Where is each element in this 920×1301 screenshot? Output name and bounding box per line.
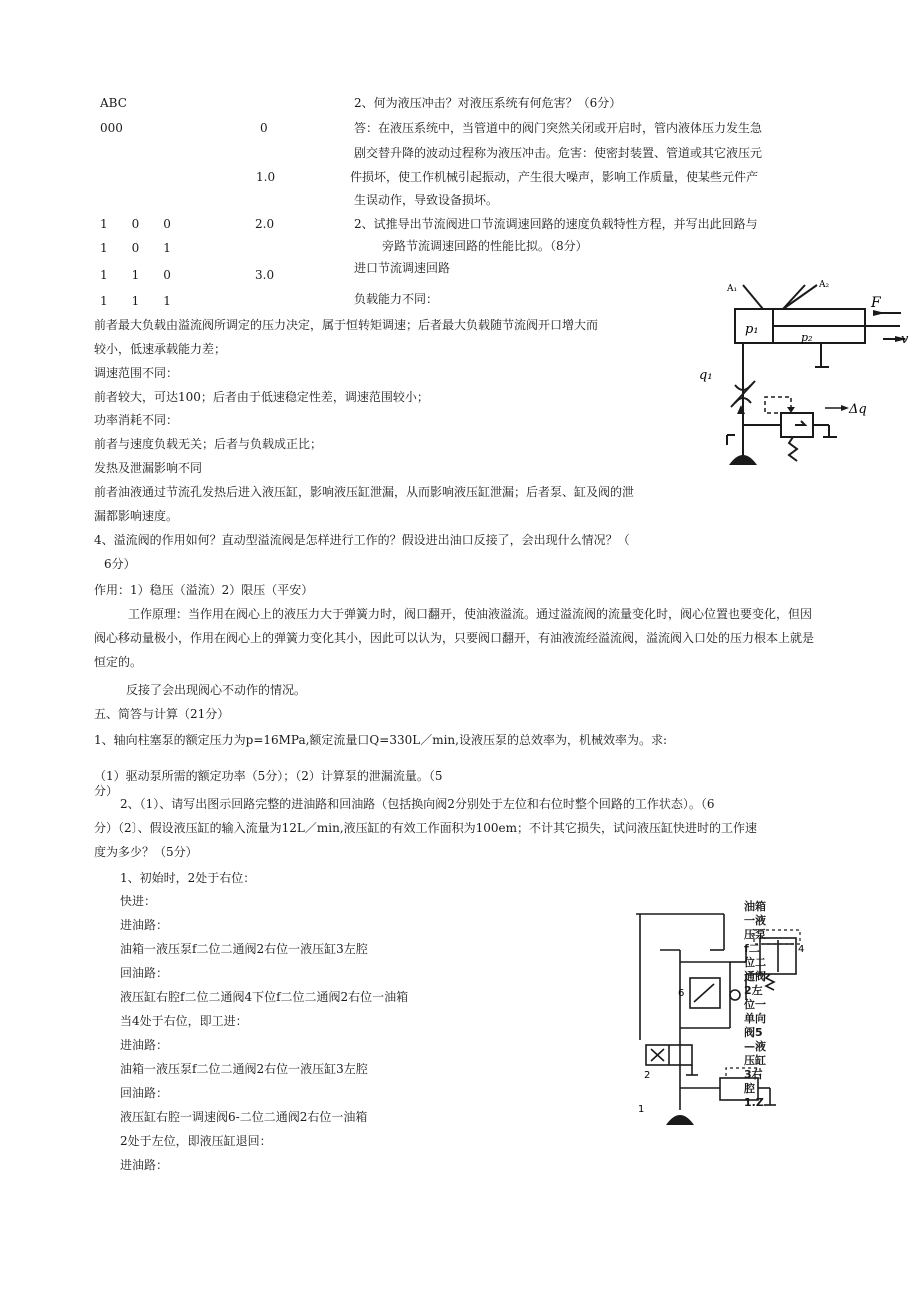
answer-line: 生误动作，导致设备损坏。 (354, 193, 499, 207)
label-pump: 1 (638, 1104, 645, 1115)
step-line: 2处于左位，即液压缸退回： (120, 1134, 272, 1148)
step-line: 1、初始时，2处于右位： (120, 871, 256, 885)
table-row-value: 0 (260, 121, 268, 135)
step-line: 进油路： (120, 1158, 169, 1172)
answer-line: 剧交替升降的波动过程称为液压冲击。危害：使密封装置、管道或其它液压元 (354, 146, 763, 160)
comparison-line: 前者较大，可达100；后者由于低速稳定性差，调速范围较小； (94, 390, 429, 404)
relief-valve-reverse: 反接了会出现阀心不动作的情况。 (126, 683, 307, 697)
answer-line: 答：在液压系统中，当管道中的阀门突然关闭或开启时，管内液体压力发生急 (354, 121, 763, 135)
load-heading: 负载能力不同： (354, 292, 439, 306)
label-delta-q: Δq (849, 402, 867, 417)
table-row-code: 1 1 1 (100, 294, 171, 308)
comparison-line: 调速范围不同： (94, 366, 179, 380)
comparison-line: 前者油液通过节流孔发热后进入液压缸，影响液压缸泄漏，从而影响液压缸泄漏；后者泵、缸及阀的泄 (94, 485, 635, 499)
section-title: 五、简答与计算（21分） (94, 707, 230, 721)
step-line: 油箱一液压泵f二位二通阀2右位一液压缸3左腔 (120, 1062, 368, 1076)
question-circuit: 2、（1）、请写出图示回路完整的进油路和回油路（包括换向阀2分别处于左位和右位时整个回路的工作状态）。（6 (120, 797, 715, 811)
question-pump-sub-cont: 分） (94, 784, 119, 798)
vertical-oil-route-note: 油箱一液压泵f二位二通阀2左位一单向阀5—液压缸3右腔1.Z (744, 900, 766, 1109)
label-valve-2: 2 (644, 1070, 651, 1081)
label-a2: A₂ (819, 280, 830, 290)
table-row-code: 1 0 1 (100, 241, 171, 255)
answer-line: 件损坏，使工作机械引起振动，产生很大噪声，影响工作质量，使某些元件产 (350, 170, 759, 184)
step-line: 快进： (120, 894, 157, 908)
step-line: 液压缸右腔一调速阀6-二位二通阀2右位一油箱 (120, 1110, 368, 1124)
question-throttle: 2、试推导出节流阀进口节流调速回路的速度负载特性方程，并写出此回路与 (354, 217, 758, 231)
comparison-line: 功率消耗不同： (94, 413, 179, 427)
step-line: 进油路： (120, 1038, 169, 1052)
question-hydraulic-impact: 2、何为液压冲击？对液压系统有何危害？（6分） (354, 96, 622, 110)
circuit-label: 进口节流调速回路 (354, 261, 451, 275)
relief-valve-principle: 工作原理：当作用在阀心上的液压力大于弹簧力时，阀口翻开，使油液溢流。通过溢流阀的流量变化时，阀心位置也要变化，但因阀心移动量极小，作用在阀心上的弹簧力变化其小，因此可以认为，只要阀口翻开，有油液流经溢流阀，溢流阀入口处的压力根本上就是恒定的。 (94, 607, 815, 669)
table-row-code: 1 1 0 (100, 268, 171, 282)
label-a1: A₁ (727, 284, 738, 294)
label-p1: p₁ (745, 322, 759, 337)
question-pump-sub: （1）驱动泵所需的额定功率（5分）；（2）计算泵的泄漏流量。（5 (94, 769, 443, 783)
table-row-value: 2.0 (255, 217, 275, 231)
table-row-code: 000 (100, 121, 123, 135)
label-valve-4: 4 (798, 944, 805, 955)
comparison-line: 漏都影响速度。 (94, 509, 179, 523)
step-line: 当4处于右位，即工进： (120, 1014, 248, 1028)
question-pump: 1、轴向柱塞泵的额定压力为p=16MPa,额定流量口Q=330L／min,设液压泵的总效率为，机械效率为。求: (94, 733, 668, 747)
step-line: 回油路： (120, 966, 169, 980)
table-header: ABC (100, 96, 127, 110)
comparison-line: 发热及泄漏影响不同 (94, 461, 203, 475)
relief-valve-function: 作用：1）稳压（溢流）2）限压（平安） (94, 583, 314, 597)
label-q1: q₁ (699, 368, 713, 383)
comparison-line: 前者最大负载由溢流阀所调定的压力决定，属于恒转矩调速；后者最大负载随节流阀开口增大而 (94, 318, 599, 332)
table-row-value: 3.0 (255, 268, 275, 282)
comparison-line: 较小，低速承载能力差； (94, 342, 227, 356)
question-circuit-cont: 度为多少？（5分） (94, 845, 198, 859)
table-row-value: 1.0 (256, 170, 276, 184)
step-line: 回油路： (120, 1086, 169, 1100)
question-circuit-cont: 分）（2〕、假设液压缸的输入流量为12L／min,液压缸的有效工作面积为100em；不计其它损失，试问液压缸快进时的工作速 (94, 821, 758, 835)
question-relief-valve: 4、溢流阀的作用如何？直动型溢流阀是怎样进行工作的？假设进出油口反接了，会出现什么情况？（ (94, 533, 630, 547)
step-line: 液压缸右腔f二位二通阀4下位f二位二通阀2右位一油箱 (120, 990, 409, 1004)
label-velocity: v (901, 332, 909, 347)
label-force: F (871, 295, 881, 311)
label-speed-valve-6: 6 (678, 988, 685, 999)
question-throttle-cont: 旁路节流调速回路的性能比拟。（8分） (382, 239, 588, 253)
step-line: 油箱一液压泵f二位二通阀2右位一液压缸3左腔 (120, 942, 368, 956)
comparison-line: 前者与速度负载无关；后者与负载成正比； (94, 437, 323, 451)
throttle-circuit-diagram (699, 275, 915, 465)
label-p2: p₂ (801, 331, 813, 344)
question-relief-valve-cont: 6分） (104, 557, 136, 571)
hydraulic-circuit-diagram (630, 900, 810, 1125)
step-line: 进油路： (120, 918, 169, 932)
table-row-code: 1 0 0 (100, 217, 171, 231)
